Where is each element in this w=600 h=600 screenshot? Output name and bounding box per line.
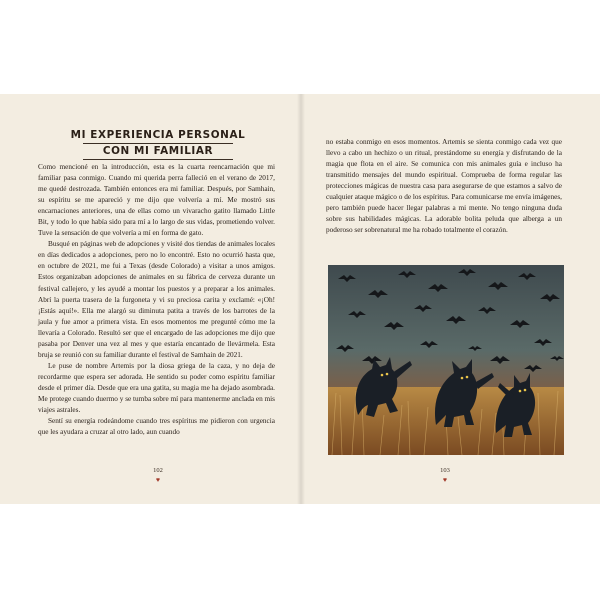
paragraph: Como mencioné en la introducción, esta es la cuarta reencarnación que mi familiar pasa conmigo. Cuando mi querida perra falleció en el verano de 2017, me quedé destrozada. También entonces era mi familiar. Después, por Samhain, su espíritu se me apareció y me dijo que volvería a mí. Me mostró sus encarnaciones anteriores, una de ellas como un vivaracho gatito llamado Little Bit, y todo lo que había sido para mí a lo largo de sus vidas, prometiendo volver. Tuve la sensación de que volvería a mí en forma de gato. [38, 163, 275, 238]
section-title-line-1: MI EXPERIENCIA PERSONAL [70, 129, 246, 141]
paragraph: Sentí su energía rodeándome cuando tres espíritus me pidieron con urgencia que les ayudara a cruzar al otro lado, aun cuando [38, 417, 275, 437]
book-gutter [297, 94, 305, 504]
heart-ornament-icon: ♥ [155, 476, 161, 484]
section-title [40, 129, 276, 161]
right-page-body [326, 137, 562, 236]
paragraph: Le puse de nombre Artemis por la diosa griega de la caza, y no deja de recordarme que espera ser adorada. He sentido su poder como espíritu familiar desde el primer día. Desde que era una gatita, su magia me ha dejado asombrada. Me protege cuando duermo y se tumba sobre mí para mantenerme anclada en mis viajes astrales. [38, 361, 275, 415]
page-number-right: 103 [440, 467, 450, 474]
paragraph: Busqué en páginas web de adopciones y visité dos tiendas de animales locales en días dedicados a adopciones, pero no lo encontré. Esto no ocurrió hasta que, en octubre de 2021, me fui a Texas (desde Colorado) a visitar a unos amigos. Estos organizaban adopciones de animales en su fábrica de cerveza durante un festival callejero, y les ayudé a montar los puestos y a preparar a los animales. Abrí la puerta trasera de la furgoneta y vi su preciosa carita y exclamé: «¡Oh! ¡Estás aquí!». Ella me alargó su diminuta patita a través de los barrotes de la jaula y fue amor a primera vista. En esos momentos me pregunté cómo me la llevaría a Colorado. Resultó ser que el encargado de las adopciones me dijo que pasaba por Denver una vez al mes y que estaría encantado de llevármela. Esta bruja se reunió con su familiar durante el festival de Samhain de 2021. [38, 240, 275, 359]
heart-ornament-icon: ♥ [442, 476, 448, 484]
title-divider [83, 143, 233, 144]
paragraph: no estaba conmigo en esos momentos. Artemis se sienta conmigo cada vez que llevo a cabo un hechizo o un ritual, prestándome su energía y disfrutando de la magia que flota en el aire. Se comunica con mis animales guía e incluso ha transmitido mensajes del mundo espiritual. Comprueba de forma regular las protecciones mágicas de nuestra casa para asegurarse de que estamos a salvo de cualquier ataque mágico o de los espíritus. Para comunicarse me envía imágenes, pero también puede hacer llegar palabras a mi mente. No tengo ninguna duda sobre sus habilidades mágicas. La adorable bolita peluda que alberga a un poderoso ser sobrenatural me ha robado totalmente el corazón. [326, 138, 562, 235]
title-divider [83, 159, 233, 160]
illustration-cats-and-bats [328, 265, 564, 455]
page-number-left: 102 [153, 467, 163, 474]
left-page-body [38, 162, 275, 438]
section-title-line-2: CON MI FAMILIAR [102, 145, 214, 157]
